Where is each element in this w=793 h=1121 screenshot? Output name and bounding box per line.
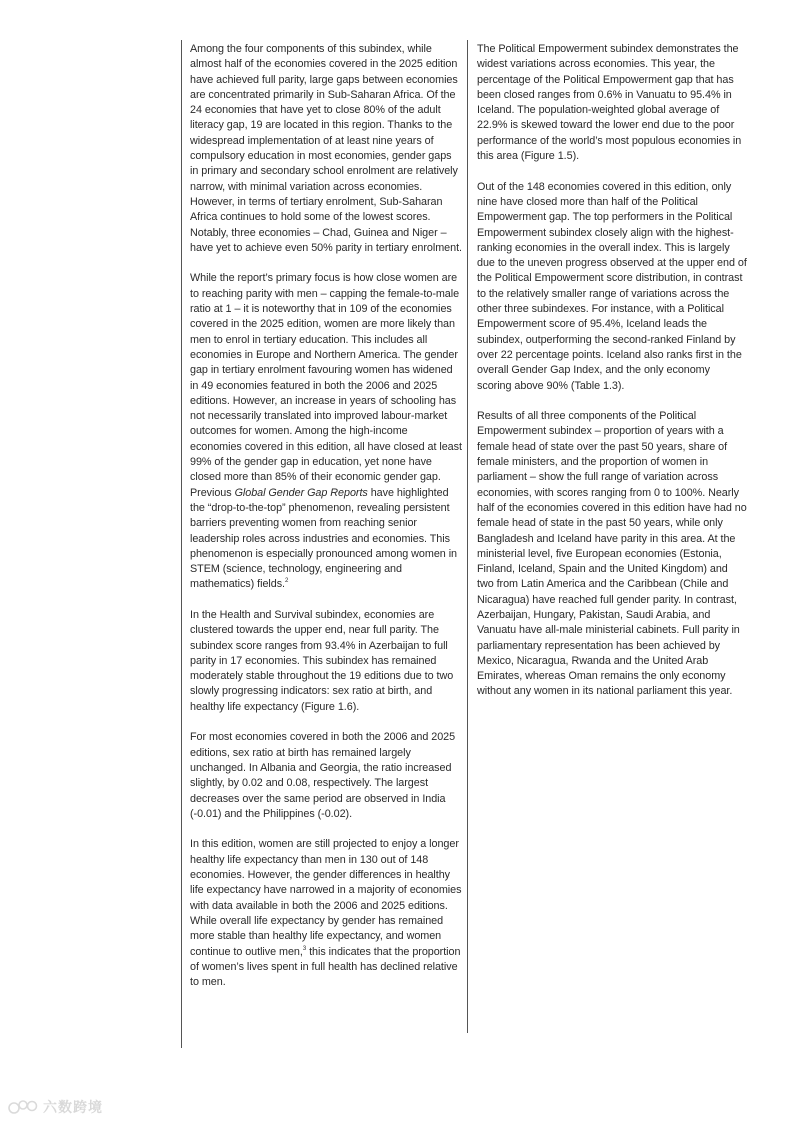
- paragraph: Among the four components of this subindex, while almost half of the economies covered in the 2025 edition have achieved full parity, large gaps between economies are concentrated primarily in Sub-Saharan Africa. Of the 24 economies that have yet to close 80% of the adult literacy gap, 19 are located in this region. Thanks to the widespread implementation of at least nine years of compulsory education in most economies, gender gaps in primary and secondary school enrolment are relatively narrow, with minimal variation across economies. However, in terms of tertiary enrolment, Sub-Saharan Africa continues to hold some of the lowest scores. Notably, three economies – Chad, Guinea and Niger – have yet to achieve even 50% parity in tertiary enrolment.: [190, 43, 462, 254]
- column-divider-left: [181, 40, 182, 1048]
- column-divider-middle: [467, 40, 468, 1033]
- right-text-column: [477, 42, 747, 715]
- watermark-logo-icon: [8, 1099, 40, 1115]
- footnote-ref: 3: [302, 945, 307, 952]
- footnote-ref: 2: [285, 578, 289, 585]
- report-title: Global Gender Gap Reports: [234, 486, 368, 499]
- paragraph: The Political Empowerment subindex demonstrates the widest variations across economies. This year, the percentage of the Political Empowerment gap that has been closed ranges from 0.6% in Vanuatu to 95.4% in Iceland. The population-weighted global average of 22.9% is skewed toward the lower end due to the poor performance of the world’s most populous economies in this area (Figure 1.5).: [477, 43, 742, 163]
- paragraph: While the report’s primary focus is how close women are to reaching parity with men – capping the female-to-male ratio at 1 – it is noteworthy that in 109 of the economies covered in the 2025 edition, women are more likely than men to enrol in tertiary education. This includes all economies in Europe and Northern America. The gender gap in tertiary enrolment favouring women has widened in 49 economies featured in both the 2006 and 2025 editions. However, an increase in years of schooling has not necessarily translated into improved labour-market outcomes for women. Among the high-income economies covered in this edition, all have closed at least 99% of the gender gap in education, yet none have closed more than 85% of their economic gender gap. Previous Global Gender Gap Reports have highlighted the “drop-to-the-top” phenomenon, revealing persistent barriers preventing women from reaching senior leadership roles across industries and economies. This phenomenon is especially pronounced among women in STEM (science, technology, engineering and mathematics) fields.$^2$: [190, 272, 462, 591]
- watermark: [8, 1097, 103, 1117]
- paragraph: Out of the 148 economies covered in this edition, only nine have closed more than half of the Political Empowerment gap. The top performers in the Political Empowerment subindex closely align with the highest-ranking economies in the overall index. This is largely due to the uneven progress observed at the upper end of the Political Empowerment score distribution, in contrast to the relatively smaller range of variations across the other three subindexes. For instance, with a Political Empowerment score of 95.4%, Iceland leads the subindex, outperforming the second-ranked Finland by over 22 percentage points. Iceland also ranks first in the overall Gender Gap Index, and the only economy scoring above 90% (Table 1.3).: [477, 180, 747, 392]
- left-text-column: [190, 42, 462, 1006]
- paragraph: For most economies covered in both the 2006 and 2025 editions, sex ratio at birth has remained largely unchanged. In Albania and Georgia, the ratio increased slightly, by 0.02 and 0.08, respectively. The largest decreases over the same period are observed in India (-0.01) and the Philippines (-0.02).: [190, 731, 456, 820]
- paragraph: Results of all three components of the Political Empowerment subindex – proportion of years with a female head of state over the past 50 years, share of female ministers, and the proportion of women in parliament – show the full range of variation across economies, with scores ranging from 0 to 100%. Nearly half of the economies covered in this edition have had no female head of state in the past 50 years, while only Bangladesh and Iceland have parity in this area. At the ministerial level, five European economies (Estonia, Finland, Iceland, Spain and the United Kingdom) and two from Latin America and the Caribbean (Chile and Nicaragua) have reached full gender parity. In contrast, Azerbaijan, Hungary, Pakistan, Saudi Arabia, and Vanuatu have all-male ministerial cabinets. Full parity in parliamentary representation has been achieved by Mexico, Nicaragua, Rwanda and the United Arab Emirates, whereas Oman remains the only economy without any women in its national parliament this year.: [477, 410, 747, 698]
- paragraph: In the Health and Survival subindex, economies are clustered towards the upper end, near full parity. The subindex score ranges from 93.4% in Azerbaijan to full parity in 17 economies. This subindex has remained moderately stable throughout the 19 editions due to two slowly progressing indicators: sex ratio at birth, and healthy life expectancy (Figure 1.6).: [190, 608, 454, 713]
- paragraph: In this edition, women are still projected to enjoy a longer healthy life expectancy than men in 130 out of 148 economies. However, the gender differences in healthy life expectancy have narrowed in a majority of economies with data available in both the 2006 and 2025 editions. While overall life expectancy by gender has remained more stable than healthy life expectancy, and women continue to outlive men,$^3$ this indicates that the proportion of women’s lives spent in full health has declined relative to men.: [190, 838, 462, 989]
- watermark-text: 六数跨境: [43, 1100, 103, 1116]
